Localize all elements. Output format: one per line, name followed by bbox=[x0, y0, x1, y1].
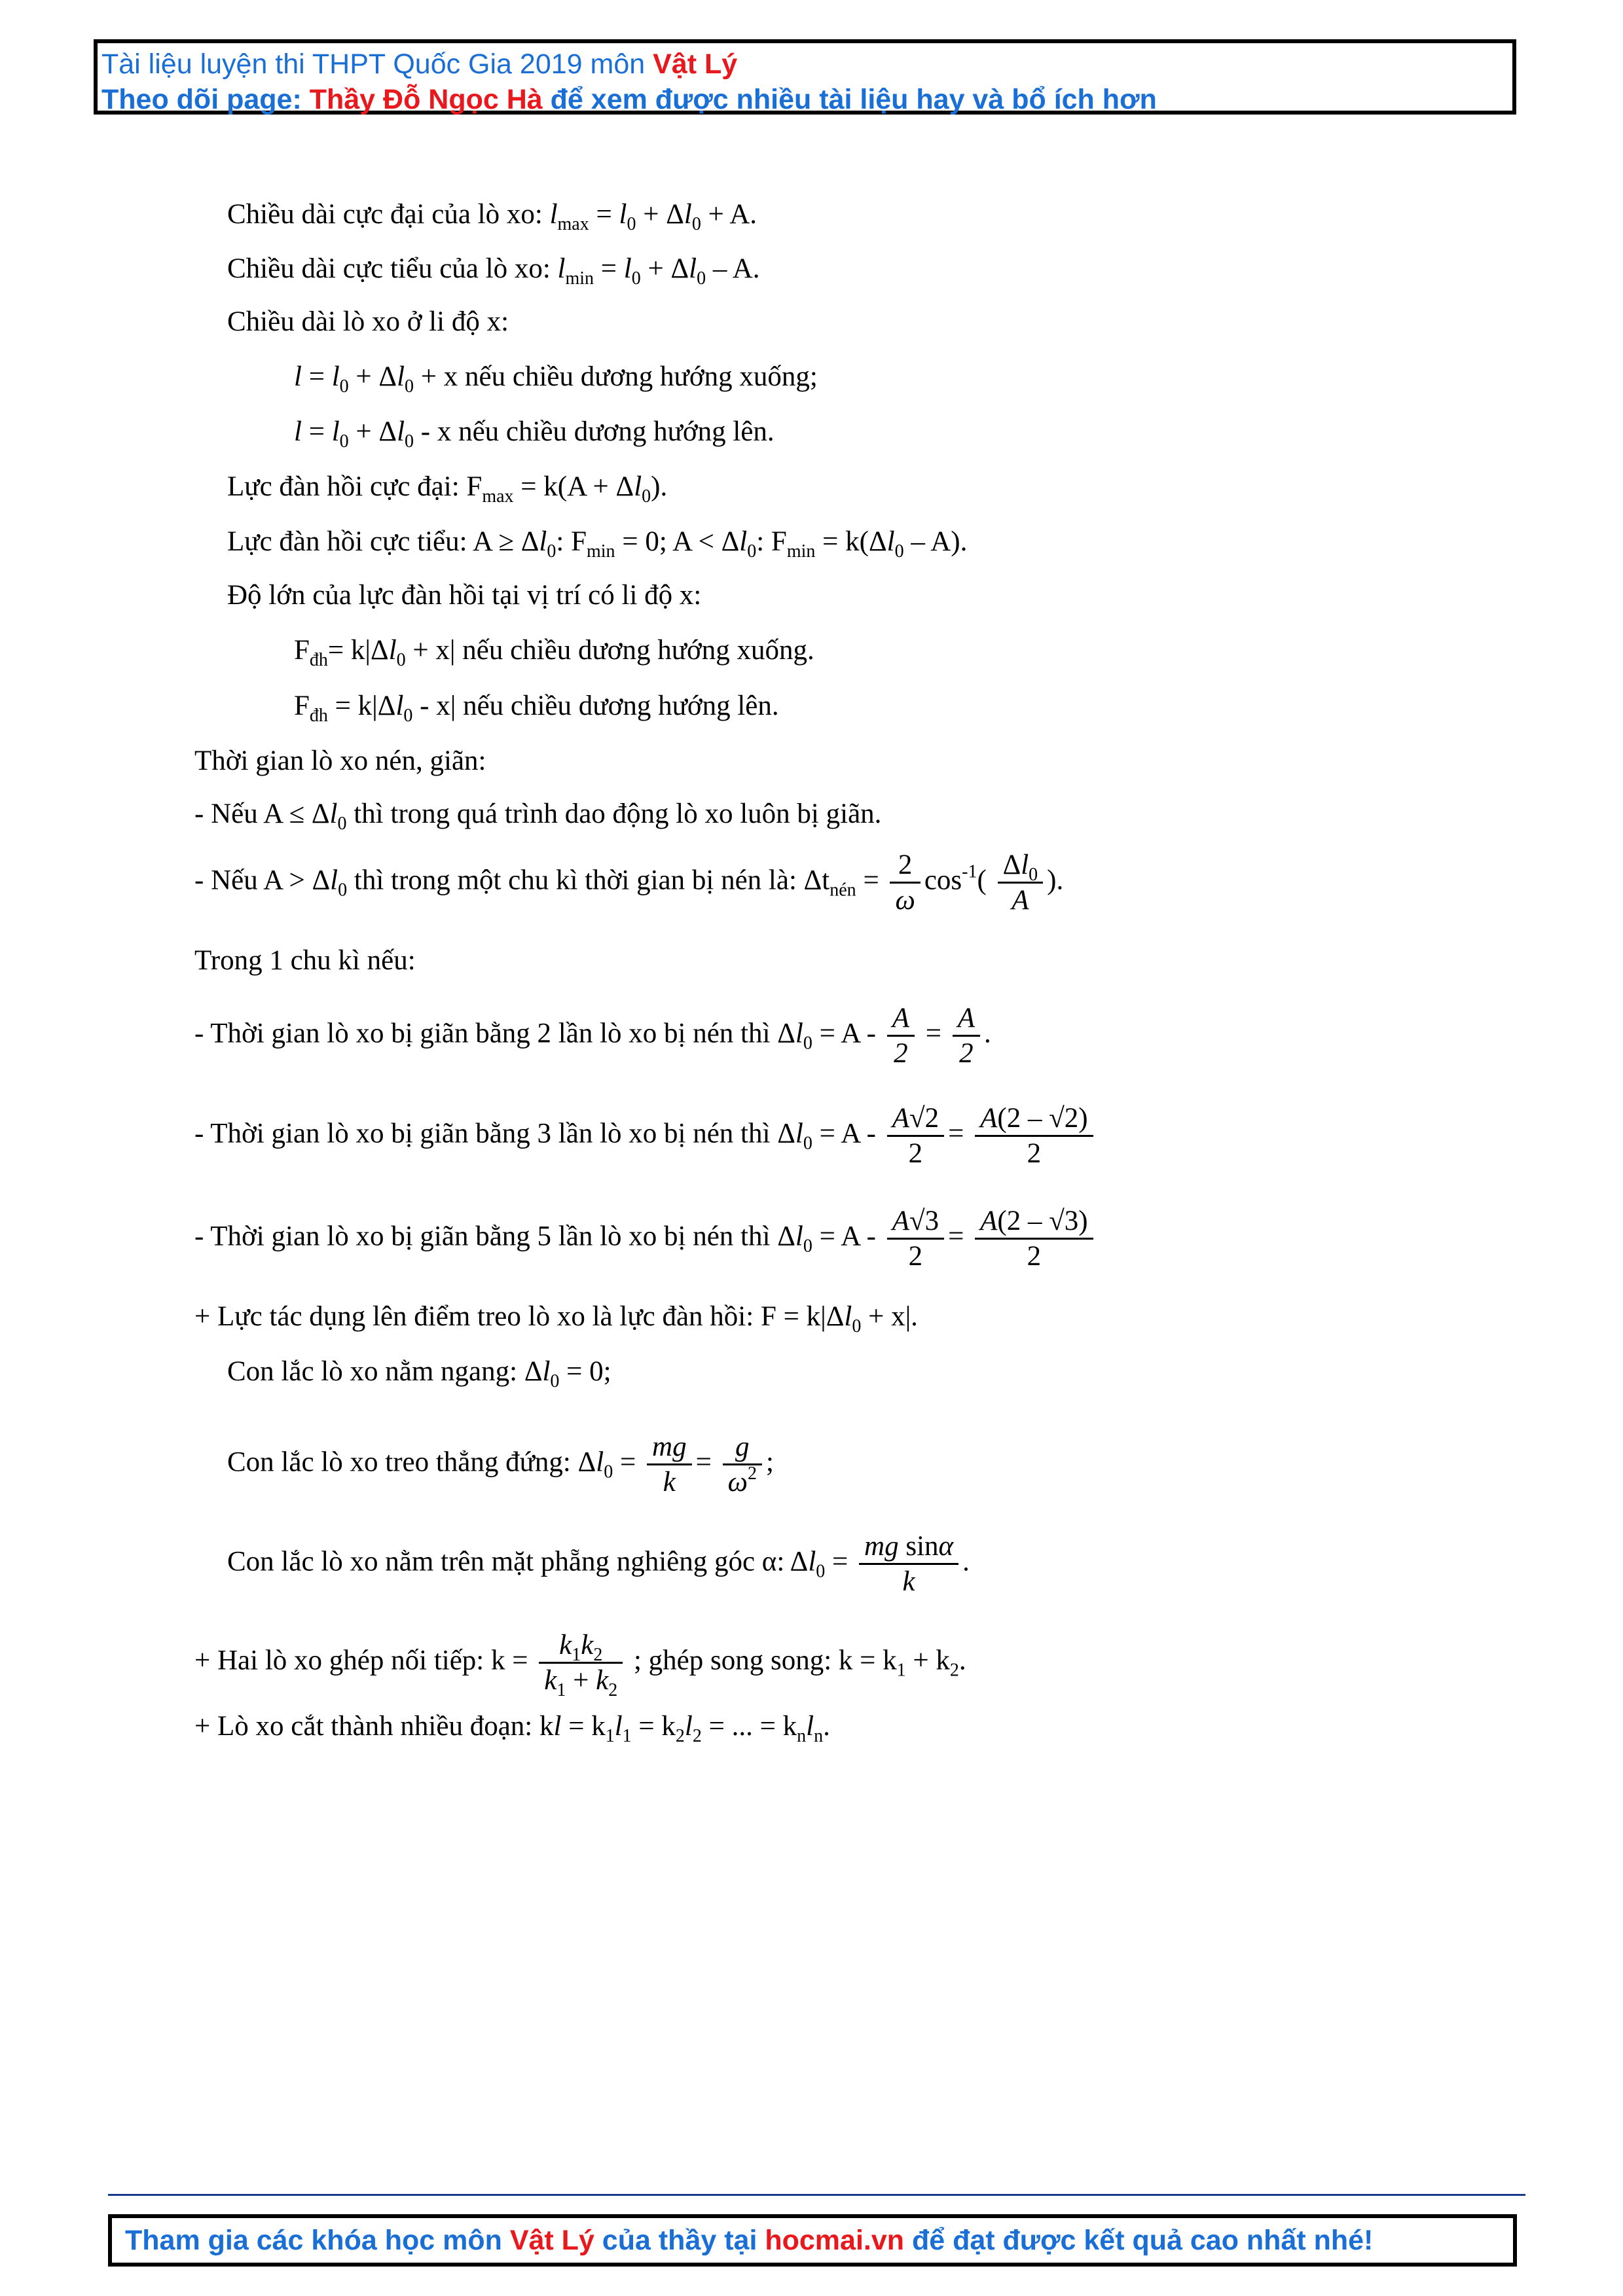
fraction: $\frac{\text{mg sinα}}{k}$ bbox=[859, 1530, 958, 1598]
text-line: + Hai lò xo ghép nối tiếp: k = $\frac{k_1k_2}{k_1 + k_2}$ ; ghép song song: $k = k_1 + k_2$. bbox=[194, 1630, 966, 1700]
fraction: $\frac{g}{\omega^2}$ bbox=[723, 1430, 762, 1499]
text-line: Chiều dài lò xo ở li độ x: bbox=[227, 306, 509, 337]
fraction: $\frac{k_1k_2}{k_1 + k_2}$ bbox=[539, 1628, 623, 1697]
text-line: $F_{đh} = k|\Delta l_0 - x|$ nếu chiều dương hướng lên. bbox=[294, 691, 779, 726]
text-line: Con lắc lò xo nằm trên mặt phẵng nghiêng góc α: $\Delta l_0$ = $\frac{\text{mg sinα}}{k}$ . bbox=[227, 1531, 970, 1597]
text-line: Con lắc lò xo nằm ngang: $\Delta l_0 = 0$; bbox=[227, 1356, 611, 1391]
header-subject: Vật Lý bbox=[653, 48, 738, 80]
fraction: $\frac{2}{\omega}$ bbox=[890, 848, 920, 917]
text-line: - Nếu $A \le \Delta l_0$ thì trong quá trình dao động lò xo luôn bị giãn. bbox=[194, 798, 882, 834]
fraction: $\frac{mg}{k}$ bbox=[647, 1430, 692, 1499]
fraction: $\frac{A√3}{2}$ bbox=[887, 1204, 944, 1273]
text-line: Độ lớn của lực đàn hồi tại vị trí có li độ x: bbox=[227, 580, 702, 611]
text-line: $l = l_0 + \Delta l_0 + x$ nếu chiều dương hướng xuống; bbox=[294, 361, 818, 397]
header-teacher-name: Thầy Đỗ Ngọc Hà bbox=[309, 84, 543, 115]
footer-divider bbox=[108, 2194, 1525, 2196]
text-line: + Lực tác dụng lên điểm treo lò xo là lực đàn hồi: $F = k|\Delta l_0 + x|$. bbox=[194, 1301, 918, 1336]
text-line: Thời gian lò xo nén, giãn: bbox=[194, 745, 486, 776]
fraction: $\frac{A(2 - √3)}{2}$ bbox=[975, 1204, 1093, 1273]
text-line: Lực đàn hồi cực tiểu: $A \ge \Delta l_0$: $F_{min} = 0$; $A < \Delta l_0$: $F_{min} = k(\Delta l_0 - A)$. bbox=[227, 526, 968, 562]
text-line: Con lắc lò xo treo thẳng đứng: $\Delta l_0$ = $\frac{mg}{k}$ = $\frac{g}{\omega^2}$ ; bbox=[227, 1431, 774, 1498]
text-line: $F_{đh}= k|\Delta l_0 + x|$ nếu chiều dương hướng xuống. bbox=[294, 635, 814, 670]
text-line: Trong 1 chu kì nếu: bbox=[194, 945, 416, 976]
header-line-2: Theo dõi page: Thầy Đỗ Ngọc Hà để xem được nhiều tài liệu hay và bổ ích hơn bbox=[101, 84, 1157, 115]
fraction: $\frac{\Delta l_0}{A}$ bbox=[998, 848, 1044, 917]
text-line: Chiều dài cực tiểu của lò xo: $l_{min} = l_0 + \Delta l_0 - A$. bbox=[227, 253, 760, 289]
footer-box: Tham gia các khóa học môn Vật Lý của thầy tại hocmai.vn để đạt được kết quả cao nhất nhé! bbox=[108, 2214, 1517, 2267]
text-line: $l = l_0 + \Delta l_0 - x$ nếu chiều dương hướng lên. bbox=[294, 416, 775, 452]
text-line: Lực đàn hồi cực đại: $F_{max} = k(A + \Delta l_0)$. bbox=[227, 471, 668, 507]
text-line: - Thời gian lò xo bị giãn bằng 3 lần lò xo bị nén thì $\Delta l_0 = A$ - $\frac{A√2}{2}$ = $\frac{A(2 - √2)}{2}$ bbox=[194, 1102, 1097, 1170]
text-line: Chiều dài cực đại của lò xo: $l_{max} = l_0 + \Delta l_0 + A$. bbox=[227, 199, 757, 234]
fraction: $\frac{A√2}{2}$ bbox=[887, 1102, 944, 1170]
text-line: - Nếu $A > \Delta l_0$ thì trong một chu kì thời gian bị nén là: $\Delta t_{nén}$ = $\frac{2}{\omega}$ $\cos^{-1}$( $\frac{\Delta l_0}{A}$ ). bbox=[194, 850, 1064, 916]
text-line: + Lò xo cắt thành nhiều đoạn: kl = $k_1l_1 = k_2l_2$ = ... = $k_nl_n$. bbox=[194, 1711, 830, 1746]
fraction: $\frac{A(2 - √2)}{2}$ bbox=[975, 1102, 1093, 1170]
fraction: $\frac{A}{2}$ bbox=[953, 1001, 980, 1070]
header-line-1: Tài liệu luyện thi THPT Quốc Gia 2019 môn Vật Lý bbox=[101, 48, 738, 80]
text-line: - Thời gian lò xo bị giãn bằng 5 lần lò xo bị nén thì $\Delta l_0 = A$ - $\frac{A√3}{2}$ = $\frac{A(2 - √3)}{2}$ bbox=[194, 1204, 1097, 1273]
fraction: $\frac{A}{2}$ bbox=[887, 1001, 915, 1070]
footer-site-link[interactable]: hocmai.vn bbox=[765, 2225, 905, 2256]
text-line: - Thời gian lò xo bị giãn bằng 2 lần lò xo bị nén thì $\Delta l_0 = A$ - $\frac{A}{2}$ = $\frac{A}{2}$ . bbox=[194, 1003, 991, 1069]
